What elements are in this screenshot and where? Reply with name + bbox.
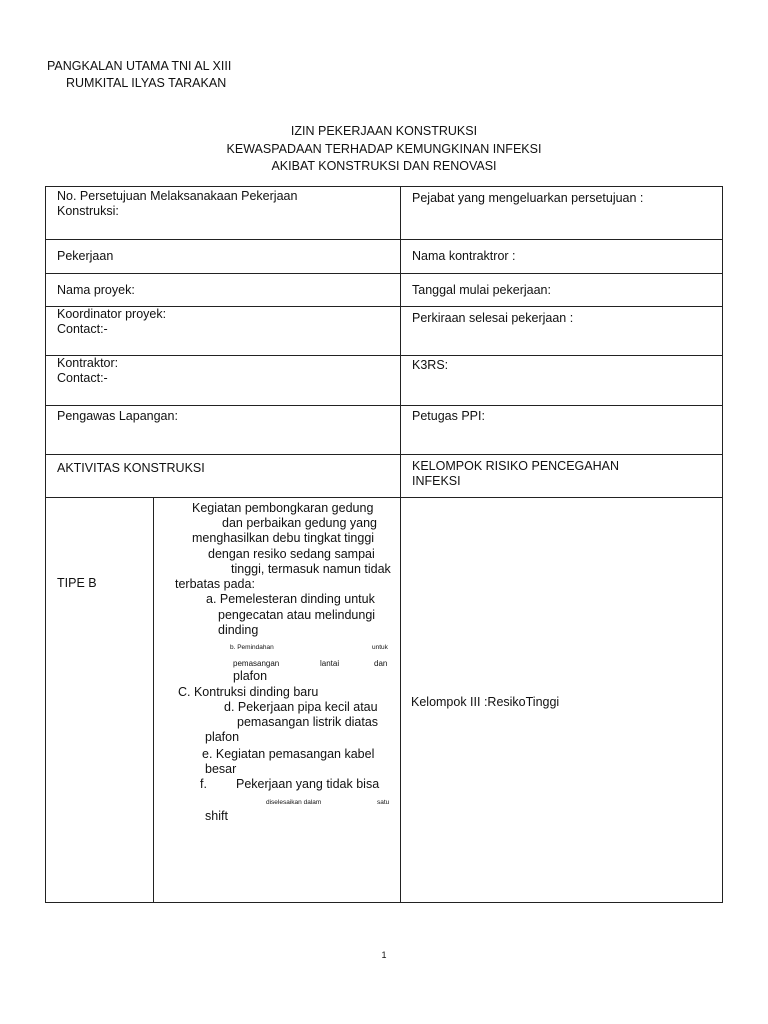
table-row — [46, 274, 723, 307]
field-supervisor-label: Pengawas Lapangan: — [57, 409, 178, 423]
doc-title: IZIN PEKERJAAN KONSTRUKSI — [290, 124, 478, 138]
table-row — [46, 406, 723, 455]
item-d: pemasangan listrik diatas — [237, 715, 379, 729]
item-f: Pekerjaan yang tidak bisa — [236, 777, 380, 791]
table-row — [46, 187, 723, 240]
job-label: Pekerjaan — [57, 249, 114, 263]
item-b: plafon — [233, 669, 268, 683]
ppi-officer-label: Petugas PPI: — [412, 409, 485, 423]
risk-group-header: KELOMPOK RISIKO PENCEGAHAN — [412, 459, 619, 473]
table-row — [46, 307, 723, 356]
item-a: dinding — [218, 623, 259, 637]
item-d: plafon — [205, 730, 240, 744]
table-row — [46, 356, 723, 406]
construction-activity-header: AKTIVITAS KONSTRUKSI — [57, 461, 205, 475]
approval-number-cell — [46, 187, 401, 240]
item-d: d. Pekerjaan pipa kecil atau — [224, 700, 378, 714]
intro-line: tinggi, termasuk namun tidak — [231, 562, 391, 576]
estimated-completion-label: Perkiraan selesai pekerjaan : — [412, 311, 574, 325]
contractor-name-label: Nama kontraktror : — [412, 249, 516, 263]
risk-group-header-2: INFEKSI — [412, 474, 461, 488]
intro-line: dengan resiko sedang sampai — [208, 547, 375, 561]
item-b: untuk — [372, 644, 388, 651]
item-c: C. Kontruksi dinding baru — [178, 685, 319, 699]
intro-line: dan perbaikan gedung yang — [222, 516, 377, 530]
start-date-label: Tanggal mulai pekerjaan: — [412, 283, 551, 297]
risk-group-value: Kelompok III :ResikoTinggi — [411, 695, 560, 709]
intro-line: Kegiatan pembongkaran gedung — [192, 501, 374, 515]
project-coordinator-label: Koordinator proyek: — [57, 307, 167, 321]
issuing-official-label: Pejabat yang mengeluarkan persetujuan : — [412, 191, 644, 205]
item-a: a. Pemelesteran dinding untuk — [206, 592, 375, 606]
item-b: b. Pemindahan — [230, 644, 274, 651]
item-f: diselesaikan dalam — [266, 799, 322, 806]
item-b: pemasangan — [233, 659, 280, 668]
risk-group-cell — [401, 498, 723, 903]
item-b: lantai — [320, 659, 340, 668]
item-e: e. Kegiatan pemasangan kabel — [202, 747, 375, 761]
approval-number-label-2: Konstruksi: — [57, 204, 119, 218]
item-f: shift — [205, 809, 228, 823]
doc-subtitle-2: AKIBAT KONSTRUKSI DAN RENOVASI — [271, 159, 497, 173]
intro-line: menghasilkan debu tingkat tinggi — [192, 531, 375, 545]
contractor-label: Kontraktor: — [57, 356, 119, 370]
org-name: PANGKALAN UTAMA TNI AL XIII — [47, 59, 232, 73]
item-e: besar — [205, 762, 237, 776]
activity-description — [154, 498, 400, 902]
item-f: satu — [377, 799, 390, 806]
doc-subtitle-1: KEWASPADAAN TERHADAP KEMUNGKINAN INFEKSI — [226, 142, 542, 156]
approval-number-label: No. Persetujuan Melaksanakaan Pekerjaan — [57, 189, 298, 203]
table-row — [46, 240, 723, 274]
item-f: f. — [200, 777, 207, 791]
issuing-official-cell — [401, 187, 723, 240]
intro-line: terbatas pada: — [175, 577, 255, 591]
table-row — [46, 498, 723, 903]
coordinator-contact-label: Contact:- — [57, 322, 108, 336]
activity-description-cell — [154, 498, 401, 903]
project-name-label: Nama proyek: — [57, 283, 135, 297]
page-number: 1 — [381, 950, 387, 960]
permit-form-table — [45, 186, 723, 903]
activity-type: TIPE B — [57, 576, 97, 590]
k3rs-label: K3RS: — [412, 358, 449, 372]
item-a: pengecatan atau melindungi — [218, 608, 376, 622]
item-b: dan — [374, 659, 388, 668]
activity-type-cell — [46, 498, 154, 903]
contractor-contact-label: Contact:- — [57, 371, 108, 385]
hospital-name: RUMKITAL ILYAS TARAKAN — [66, 76, 227, 90]
table-row — [46, 455, 723, 498]
